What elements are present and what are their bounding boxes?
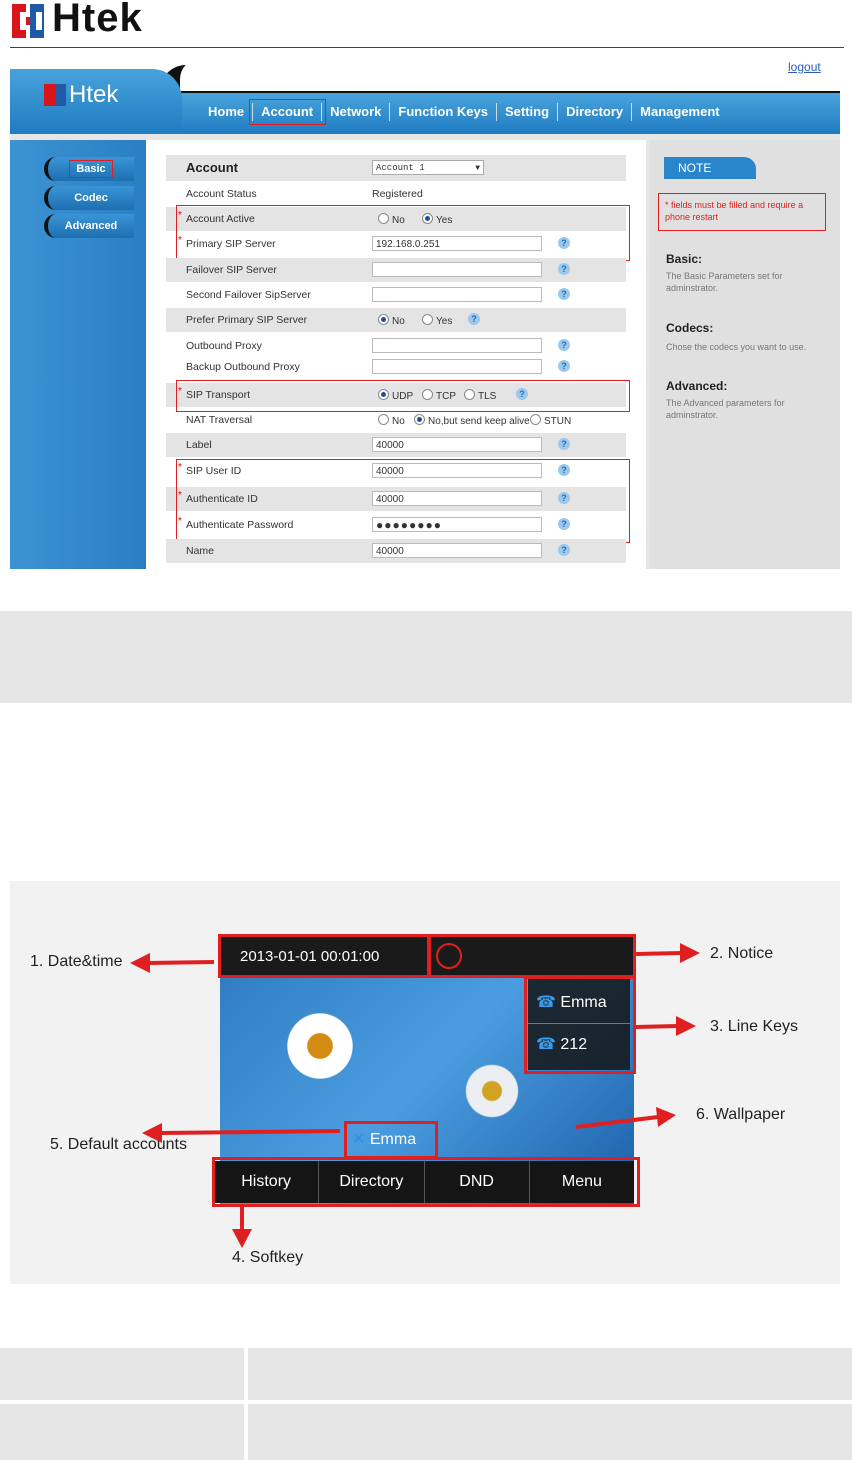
row-label: Label 40000 ? bbox=[166, 433, 626, 457]
radio-account-active-no[interactable]: No bbox=[378, 213, 405, 226]
table-cell bbox=[0, 1348, 244, 1400]
help-icon[interactable]: ? bbox=[558, 360, 570, 372]
row-outbound-proxy: Outbound Proxy ? bbox=[166, 334, 626, 358]
note-codecs-text: Chose the codecs you want to use. bbox=[666, 342, 807, 352]
authenticate-id-input[interactable]: 40000 bbox=[372, 491, 542, 506]
account-icon: ✕ bbox=[352, 1131, 366, 1148]
htek-logo-icon bbox=[44, 84, 66, 106]
radio-udp[interactable]: UDP bbox=[378, 389, 413, 402]
note-tab: NOTE bbox=[664, 157, 756, 179]
help-icon[interactable]: ? bbox=[558, 518, 570, 530]
nav-management[interactable]: Management bbox=[640, 104, 720, 119]
radio-nat-keepalive[interactable]: No,but send keep alive bbox=[414, 414, 530, 427]
note-basic-text: The Basic Parameters set for adminstrator. bbox=[666, 271, 783, 293]
help-icon[interactable]: ? bbox=[516, 388, 528, 400]
callout-notice: 2. Notice bbox=[710, 945, 774, 962]
gray-band bbox=[0, 611, 852, 703]
callout-line-keys: 3. Line Keys bbox=[710, 1018, 799, 1035]
account-header-row: Account Account 1 ▼ bbox=[166, 155, 626, 181]
callout-default-accounts: 5. Default accounts bbox=[50, 1136, 187, 1153]
table-cell bbox=[0, 1404, 244, 1460]
line-key-2[interactable]: ☎ 212 bbox=[536, 1036, 588, 1053]
help-icon[interactable]: ? bbox=[558, 288, 570, 300]
softkey-directory[interactable]: Directory bbox=[319, 1161, 424, 1203]
row-primary-sip-server: * Primary SIP Server 192.168.0.251 ? bbox=[166, 232, 626, 256]
row-nat-traversal: NAT Traversal No No,but send keep alive STUN bbox=[186, 414, 572, 427]
row-second-failover: Second Failover SipServer ? bbox=[166, 283, 626, 307]
sidebar-item-basic[interactable]: Basic bbox=[44, 157, 134, 181]
bottom-table bbox=[0, 1348, 852, 1460]
row-backup-outbound-proxy: Backup Outbound Proxy ? bbox=[166, 355, 626, 379]
sip-user-id-input[interactable]: 40000 bbox=[372, 463, 542, 478]
primary-sip-server-input[interactable]: 192.168.0.251 bbox=[372, 236, 542, 251]
radio-nat-no[interactable]: No bbox=[378, 414, 405, 427]
web-logo: Htek bbox=[44, 81, 118, 109]
nav-directory[interactable]: Directory bbox=[558, 103, 632, 121]
name-input[interactable]: 40000 bbox=[372, 543, 542, 558]
help-icon[interactable]: ? bbox=[558, 544, 570, 556]
brand-logo bbox=[10, 0, 200, 42]
callout-date-time: 1. Date&time bbox=[30, 953, 123, 970]
radio-prefer-no[interactable]: No bbox=[378, 314, 405, 327]
nav-function-keys[interactable]: Function Keys bbox=[390, 103, 497, 121]
help-icon[interactable]: ? bbox=[558, 438, 570, 450]
table-cell bbox=[248, 1348, 852, 1400]
label-input[interactable]: 40000 bbox=[372, 437, 542, 452]
required-highlight-box bbox=[176, 459, 630, 543]
callout-arrows bbox=[10, 881, 840, 1284]
note-advanced-title: Advanced: bbox=[666, 379, 728, 393]
web-ui-screenshot bbox=[10, 57, 840, 569]
sidebar-item-codec[interactable]: Codec bbox=[44, 186, 134, 210]
failover-sip-server-input[interactable] bbox=[372, 262, 542, 277]
nav-home[interactable]: Home bbox=[200, 103, 253, 121]
phone-screen-figure bbox=[10, 881, 840, 1284]
help-icon[interactable]: ? bbox=[558, 464, 570, 476]
table-cell bbox=[248, 1404, 852, 1460]
note-codecs-title: Codecs: bbox=[666, 321, 714, 335]
nav-setting[interactable]: Setting bbox=[497, 103, 558, 121]
radio-tcp[interactable]: TCP bbox=[422, 389, 456, 402]
row-sip-user-id: * SIP User ID 40000 ? bbox=[166, 459, 626, 483]
note-advanced-text: The Advanced parameters for adminstrator. bbox=[666, 398, 785, 420]
outbound-proxy-input[interactable] bbox=[372, 338, 542, 353]
help-icon[interactable]: ? bbox=[558, 492, 570, 504]
sidebar bbox=[10, 140, 146, 569]
note-basic-title: Basic: bbox=[666, 252, 703, 266]
row-failover-sip-server: Failover SIP Server ? bbox=[166, 258, 626, 282]
callout-wallpaper: 6. Wallpaper bbox=[696, 1106, 786, 1123]
top-nav bbox=[200, 101, 728, 123]
help-icon[interactable]: ? bbox=[558, 263, 570, 275]
row-sip-transport: * SIP Transport UDP TCP TLS ? bbox=[166, 383, 626, 407]
brand-logo-text: Htek bbox=[52, 0, 143, 40]
chevron-down-icon: ▼ bbox=[475, 164, 480, 173]
line-key-1[interactable]: ☎ Emma bbox=[536, 994, 607, 1011]
default-account: ✕ Emma bbox=[352, 1131, 417, 1148]
account-select[interactable]: Account 1 ▼ bbox=[372, 160, 484, 175]
note-panel bbox=[650, 140, 840, 569]
callout-softkey: 4. Softkey bbox=[232, 1249, 304, 1266]
account-form bbox=[146, 140, 646, 569]
second-failover-input[interactable] bbox=[372, 287, 542, 302]
authenticate-password-input[interactable]: ●●●●●●●● bbox=[372, 517, 542, 532]
header-divider bbox=[10, 47, 844, 48]
required-highlight-box bbox=[176, 205, 630, 261]
row-name: Name 40000 ? bbox=[166, 539, 626, 563]
phone-datetime: 2013-01-01 00:01:00 bbox=[240, 947, 380, 965]
row-account-active: * Account Active No Yes bbox=[166, 207, 626, 231]
row-prefer-primary: Prefer Primary SIP Server No Yes ? bbox=[166, 308, 626, 332]
radio-nat-stun[interactable]: STUN bbox=[530, 414, 571, 427]
phone-icon: ☎ bbox=[536, 1036, 556, 1053]
nav-account[interactable]: Account bbox=[253, 103, 322, 121]
backup-outbound-proxy-input[interactable] bbox=[372, 359, 542, 374]
logout-link[interactable]: logout bbox=[788, 60, 821, 74]
radio-tls[interactable]: TLS bbox=[464, 389, 496, 402]
radio-account-active-yes[interactable]: Yes bbox=[422, 213, 452, 226]
softkey-dnd[interactable]: DND bbox=[425, 1161, 530, 1203]
softkey-history[interactable]: History bbox=[214, 1161, 319, 1203]
help-icon[interactable]: ? bbox=[558, 339, 570, 351]
nav-network[interactable]: Network bbox=[322, 103, 390, 121]
radio-prefer-yes[interactable]: Yes bbox=[422, 314, 452, 327]
help-icon[interactable]: ? bbox=[468, 313, 480, 325]
softkey-menu[interactable]: Menu bbox=[561, 1173, 602, 1190]
row-account-status: Account Status Registered bbox=[186, 188, 423, 200]
sidebar-item-advanced[interactable]: Advanced bbox=[44, 214, 134, 238]
row-authenticate-id: * Authenticate ID 40000 ? bbox=[166, 487, 626, 511]
note-warning: * fields must be filled and require a phone restart bbox=[658, 193, 826, 231]
row-authenticate-password: * Authenticate Password ●●●●●●●● ? bbox=[166, 513, 626, 537]
help-icon[interactable]: ? bbox=[558, 237, 570, 249]
phone-icon: ☎ bbox=[536, 994, 556, 1011]
